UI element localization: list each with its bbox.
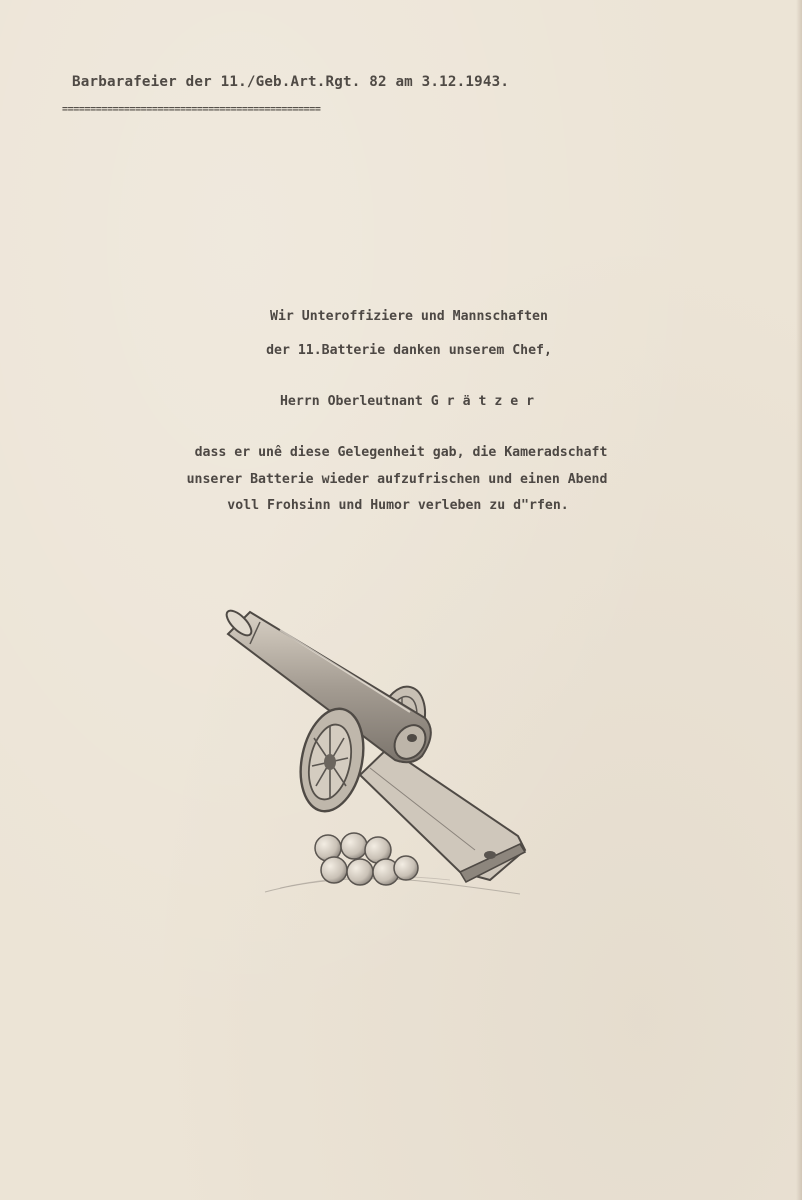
header-underline: ==============================================	[62, 104, 321, 115]
text-line-2: der 11.Batterie danken unserem Chef,	[266, 343, 552, 358]
document-header: Barbarafeier der 11./Geb.Art.Rgt. 82 am 3.12.1943.	[72, 74, 510, 90]
text-line-5: unserer Batterie wieder aufzufrischen und einen Abend	[186, 472, 608, 487]
text-line-4: dass er unê diese Gelegenheit gab, die Kameradschaft	[194, 445, 608, 460]
text-line-1: Wir Unteroffiziere und Mannschaften	[270, 309, 548, 324]
text-line-6: voll Frohsinn und Humor verleben zu d"rfen.	[227, 498, 569, 513]
cannon-drawing-icon	[220, 600, 540, 900]
text-line-honoree: Herrn Oberleutnant G r ä t z e r	[279, 394, 535, 409]
page-edge-shadow	[796, 0, 802, 1200]
